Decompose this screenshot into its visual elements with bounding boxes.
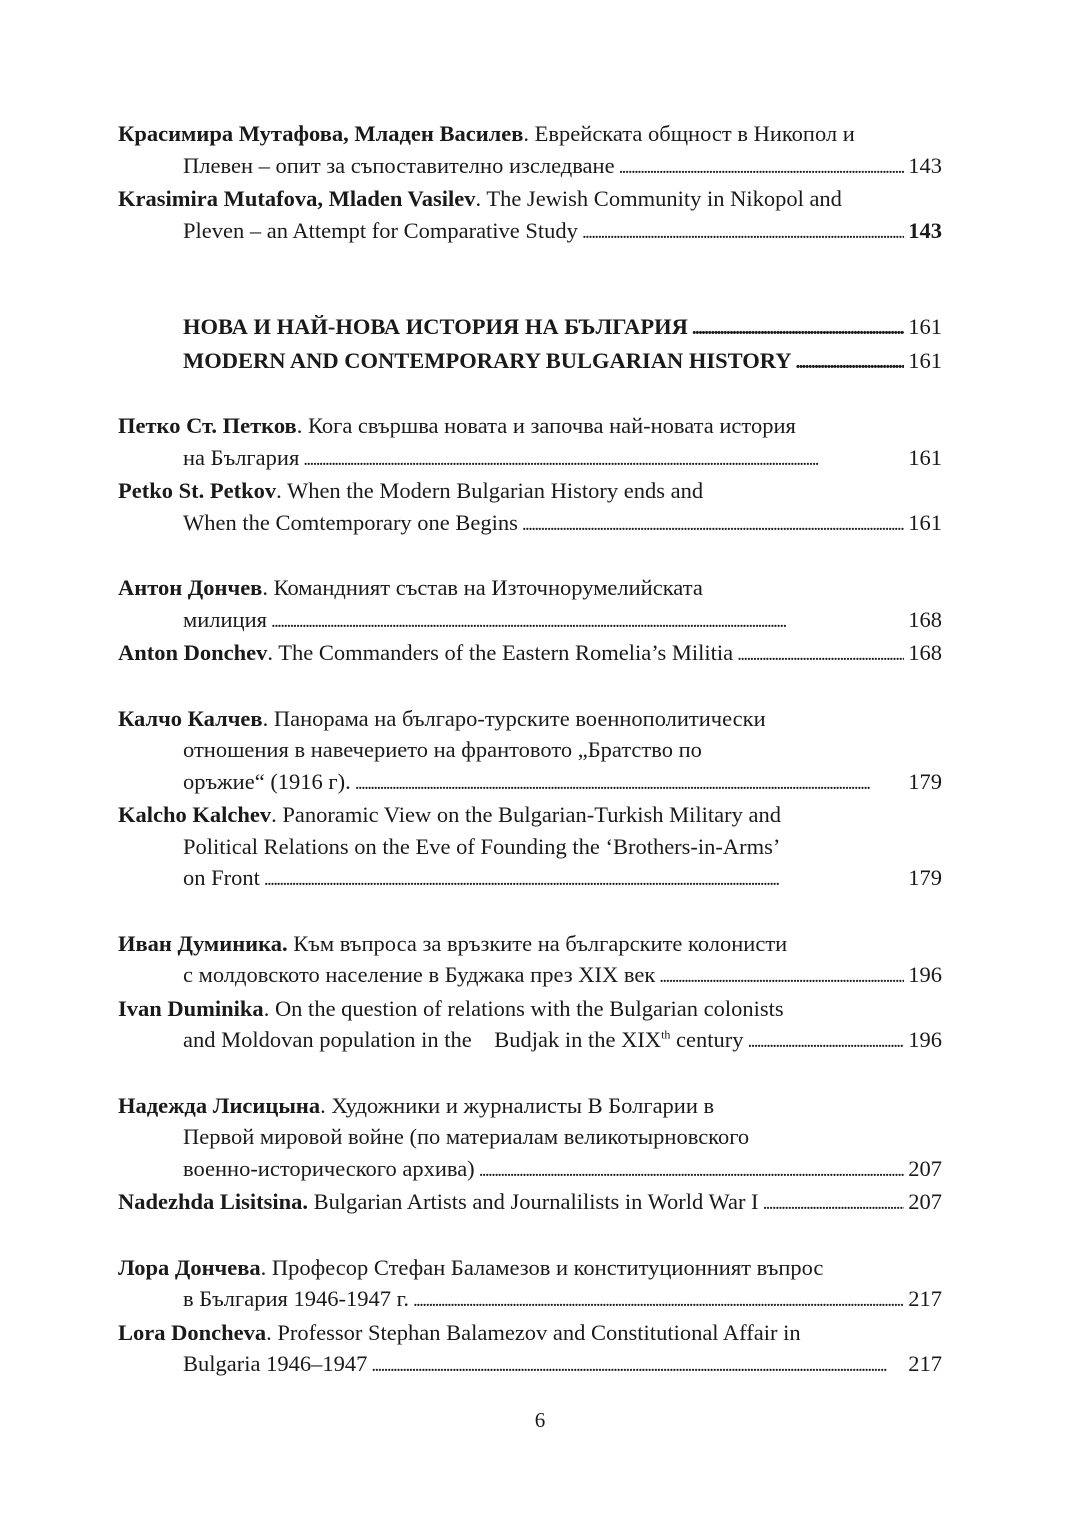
entry-bg-line-2	[118, 442, 942, 476]
title-bg-cont: Плевен – опит за съпоставително изследване	[183, 152, 615, 178]
dot-leader	[763, 1186, 905, 1220]
entry-en-line-1	[118, 1186, 942, 1220]
toc-entry-doncheva	[118, 1252, 942, 1382]
entry-bg-line-1	[118, 1252, 942, 1284]
title-bg: . Професор Стефан Баламезов и конституционният въпрос	[260, 1254, 824, 1280]
title-en: . The Jewish Community in Nikopol and	[475, 186, 842, 211]
title-en: . The Commanders of the Eastern Romelia’s Militia	[267, 640, 734, 665]
title-bg-cont: оръжие“ (1916 г).	[183, 768, 351, 794]
entry-en-line-1	[118, 993, 942, 1025]
author-en: Nadezhda Lisitsina.	[118, 1189, 309, 1214]
author-en: Krasimira Mutafova, Mladen Vasilev	[118, 186, 476, 211]
title-en-cont-b: century	[670, 1027, 744, 1052]
author-bg: Калчо Калчев	[118, 705, 263, 731]
page-ref: 168	[908, 640, 942, 665]
page-ref: 207	[908, 1189, 942, 1214]
title-bg-cont: на България	[183, 444, 300, 470]
section-title-bg-text: НОВА И НАЙ-НОВА ИСТОРИЯ НА БЪЛГАРИЯ	[183, 314, 688, 339]
page-ref: 168	[908, 606, 942, 632]
entry-bg-line-2	[118, 959, 942, 993]
dot-leader	[748, 1024, 905, 1058]
author-bg: Антон Дончев	[118, 575, 263, 600]
dot-leader	[271, 604, 904, 638]
entry-en-line-2	[118, 215, 942, 249]
dot-leader	[659, 959, 904, 993]
title-en: Bulgarian Artists and Journalilists in World War I	[308, 1189, 759, 1214]
page-ref: 217	[908, 1351, 942, 1376]
toc-entry-donchev	[118, 572, 942, 671]
entry-en-line-3	[118, 862, 942, 896]
author-en: Anton Donchev	[118, 640, 268, 665]
author-bg: Петко Ст. Петков	[118, 413, 297, 438]
author-en: Kalcho Kalchev	[118, 802, 272, 827]
entry-en-text	[118, 637, 733, 669]
entry-bg-line-3	[118, 766, 942, 800]
entry-en-text	[118, 1186, 759, 1218]
page-ref: 179	[908, 865, 942, 890]
title-bg: . Художники и журналисты В Болгарии в	[320, 1092, 715, 1118]
toc-entry-lisitsina	[118, 1090, 942, 1220]
entry-bg-line-2	[118, 1283, 942, 1317]
title-bg-cont: с молдовското население в Буджака през XIX век	[183, 962, 656, 987]
dot-leader	[619, 150, 905, 184]
entry-bg-line-2: отношения в навечерието на франтовото „Братство по	[183, 737, 702, 762]
dot-leader	[582, 215, 904, 249]
spacer	[118, 248, 942, 311]
section-title-en	[118, 345, 942, 379]
page-ref: 161	[908, 314, 942, 339]
entry-bg-line-2: Первой мировой войне (по материалам великотырновского	[183, 1124, 750, 1149]
title-en-cont: on Front	[183, 865, 260, 890]
page-ref: 179	[908, 768, 942, 794]
entry-bg-line-1	[118, 703, 942, 735]
spacer	[118, 1058, 942, 1090]
page-ref: 143	[908, 217, 942, 243]
entry-bg-line-1	[118, 410, 942, 442]
dot-leader	[737, 637, 904, 671]
author-bg: Иван Думиника.	[118, 930, 288, 956]
entry-bg-line-1	[118, 1090, 942, 1122]
title-bg: Към въпроса за връзките на българските колонисти	[287, 930, 788, 956]
toc-entry-petkov	[118, 410, 942, 540]
entry-bg-line-2	[118, 150, 942, 184]
spacer	[118, 540, 942, 572]
entry-bg-line-3	[118, 1153, 942, 1187]
page-ref: 143	[908, 152, 942, 178]
superscript: th	[661, 1027, 671, 1042]
spacer	[118, 1220, 942, 1252]
spacer	[118, 671, 942, 703]
dot-leader	[479, 1153, 905, 1187]
page-ref: 161	[908, 444, 942, 470]
title-bg: . Еврейската общност в Никопол и	[523, 121, 855, 146]
author-bg: Надежда Лисицына	[118, 1092, 321, 1118]
page-ref: 196	[908, 1027, 942, 1052]
title-bg: . Кога свършва новата и започва най-новата история	[296, 413, 796, 438]
title-bg: . Командният състав на Източнорумелийската	[262, 575, 703, 600]
dot-leader	[355, 766, 904, 800]
title-en: . On the question of relations with the Bulgarian colonists	[263, 995, 784, 1021]
title-bg-cont: в България 1946-1947 г.	[183, 1286, 409, 1311]
entry-en-line-1	[118, 183, 942, 215]
author-en: Ivan Duminika	[118, 995, 264, 1021]
dot-leader	[303, 442, 904, 476]
author-en: Lora Doncheva	[118, 1319, 267, 1345]
page-ref: 161	[908, 509, 942, 535]
page-ref: 207	[908, 1155, 942, 1181]
dot-leader	[413, 1283, 904, 1317]
dot-leader	[264, 862, 904, 896]
entry-en-line-1	[118, 1317, 942, 1349]
entry-bg-line-1	[118, 118, 942, 150]
spacer	[118, 896, 942, 928]
dot-leader	[692, 311, 904, 345]
entry-bg-line-1	[118, 928, 942, 960]
entry-bg-line-2	[118, 604, 942, 638]
dot-leader	[522, 507, 904, 541]
title-bg-cont: военно-исторического архива)	[183, 1155, 475, 1181]
entry-en-line-2: Political Relations on the Eve of Founding the ‘Brothers-in-Arms’	[183, 833, 781, 859]
title-bg-cont: милиция	[183, 606, 267, 632]
entry-en-line-1	[118, 637, 942, 671]
title-en: . Professor Stephan Balamezov and Constitutional Affair in	[266, 1319, 801, 1345]
dot-leader	[371, 1348, 904, 1382]
author-en: Petko St. Petkov	[118, 478, 277, 503]
author-bg: Лора Дончева	[118, 1254, 261, 1280]
toc-entry-mutafova	[118, 118, 942, 248]
title-en-cont: Bulgaria 1946–1947	[183, 1351, 368, 1376]
title-en-cont: When the Comtemporary one Begins	[183, 509, 518, 535]
page-ref: 217	[908, 1286, 942, 1311]
entry-en-line-2	[118, 1024, 942, 1058]
author-bg: Красимира Мутафова, Младен Василев	[118, 121, 524, 146]
title-en: . When the Modern Bulgarian History ends and	[276, 478, 704, 503]
toc-entry-duminika	[118, 928, 942, 1058]
toc-page	[118, 118, 942, 1382]
section-title-en-text: MODERN AND CONTEMPORARY BULGARIAN HISTORY	[183, 347, 792, 373]
entry-en-line-1	[118, 475, 942, 507]
title-en: . Panoramic View on the Bulgarian-Turkish Military and	[271, 802, 781, 827]
page-ref: 161	[908, 347, 942, 373]
title-en-cont-a: and Moldovan population in the Budjak in the XIX	[183, 1027, 662, 1052]
entry-en-line-1	[118, 799, 942, 831]
spacer	[118, 378, 942, 410]
page-number: 6	[534, 1408, 546, 1432]
entry-en-line-2	[118, 1348, 942, 1382]
section-title-bg	[118, 311, 942, 345]
section-heading	[118, 311, 942, 378]
title-bg: . Панорама на българо-турските военнополитически	[262, 705, 766, 731]
toc-entry-kalchev	[118, 703, 942, 896]
title-en-cont: Pleven – an Attempt for Comparative Study	[183, 217, 578, 243]
entry-bg-line-1	[118, 572, 942, 604]
entry-en-line-2	[118, 507, 942, 541]
dot-leader	[795, 345, 904, 379]
page-ref: 196	[908, 962, 942, 987]
title-en-cont	[183, 1024, 744, 1056]
